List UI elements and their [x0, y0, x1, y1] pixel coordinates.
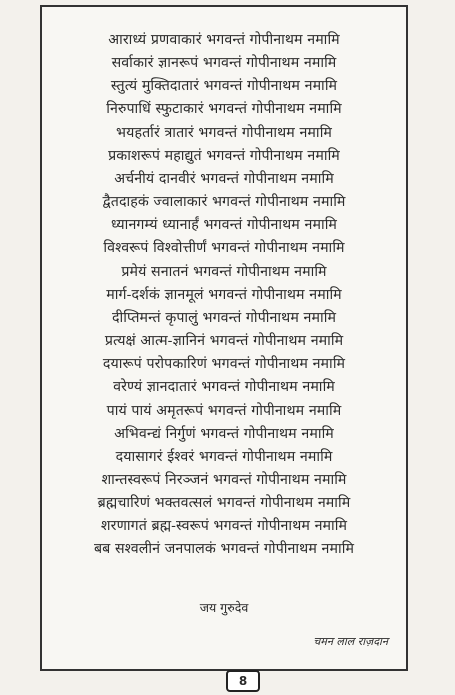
verse-line: शान्तस्वरूपं निरञ्जनं भगवन्तं गोपीनाथम नमामि [101, 471, 347, 488]
verse-line: द्वैतदाहकं ज्वालाकारं भगवन्तं गोपीनाथम नमामि [102, 194, 346, 211]
page-frame [40, 5, 408, 671]
verse-line: प्रमेयं सनातनं भगवन्तं गोपीनाथम नमामि [121, 263, 327, 280]
verse-line: अभिवन्द्यं निर्गुणं भगवन्तं गोपीनाथम नमामि [114, 425, 334, 442]
verse-line: भयहर्तारं त्रातारं भगवन्तं गोपीनाथम नमामि [116, 124, 332, 141]
verse-line: शरणागतं ब्रह्म-स्वरूपं भगवन्तं गोपीनाथम नमामि [100, 518, 348, 535]
verse-line: स्तुत्यं मुक्तिदातारं भगवन्तं गोपीनाथम नमामि [110, 78, 338, 95]
verse-line: निरुपाधिं स्फुटाकारं भगवन्तं गोपीनाथम नमामि [106, 101, 342, 118]
verse-line: प्रकाशरूपं महाद्युतं भगवन्तं गोपीनाथम नमामि [108, 147, 340, 164]
verse-line: दीप्तिमन्तं कृपालुं भगवन्तं गोपीनाथम नमामि [111, 309, 337, 326]
salutation: जय गुरुदेव [199, 600, 249, 615]
verse-line: आराध्यं प्रणवाकारं भगवन्तं गोपीनाथम नमामि [108, 32, 340, 48]
verse-line: पायं पायं अमृतरूपं भगवन्तं गोपीनाथम नमामि [106, 402, 342, 419]
author-signature: चमन लाल राज़दान [313, 635, 388, 648]
page-number: 8 [226, 670, 260, 692]
verse-line: दयारूपं परोपकारिणं भगवन्तं गोपीनाथम नमामि [102, 356, 346, 373]
verse-line: दयासागरं ईश्वरं भगवन्तं गोपीनाथम नमामि [115, 448, 333, 465]
verse-line: अर्चनीयं दानवीरं भगवन्तं गोपीनाथम नमामि [114, 170, 334, 187]
verse-line: मार्ग-दर्शकं ज्ञानमूलं भगवन्तं गोपीनाथम नमामि [106, 286, 342, 303]
verse-line: ब्रह्मचारिणं भक्तवत्सलं भगवन्तं गोपीनाथम नमामि [97, 495, 351, 512]
verse-list [42, 29, 406, 562]
verse-line: बब सश्वलीनं जनपालकं भगवन्तं गोपीनाथम नमामि [93, 541, 355, 558]
verse-line: ध्यानगम्यं ध्यानार्हं भगवन्तं गोपीनाथम नमामि [111, 217, 337, 234]
verse-line: प्रत्यक्षं आत्म-ज्ञानिनं भगवन्तं गोपीनाथम नमामि [104, 333, 344, 350]
verse-line: वरेण्यं ज्ञानदातारं भगवन्तं गोपीनाथम नमामि [113, 379, 335, 396]
verse-line: सर्वाकारं ज्ञानरूपं भगवन्तं गोपीनाथम नमामि [111, 55, 337, 72]
verse-line: विश्वरूपं विश्वोत्तीर्णं भगवन्तं गोपीनाथम नमामि [103, 240, 345, 257]
